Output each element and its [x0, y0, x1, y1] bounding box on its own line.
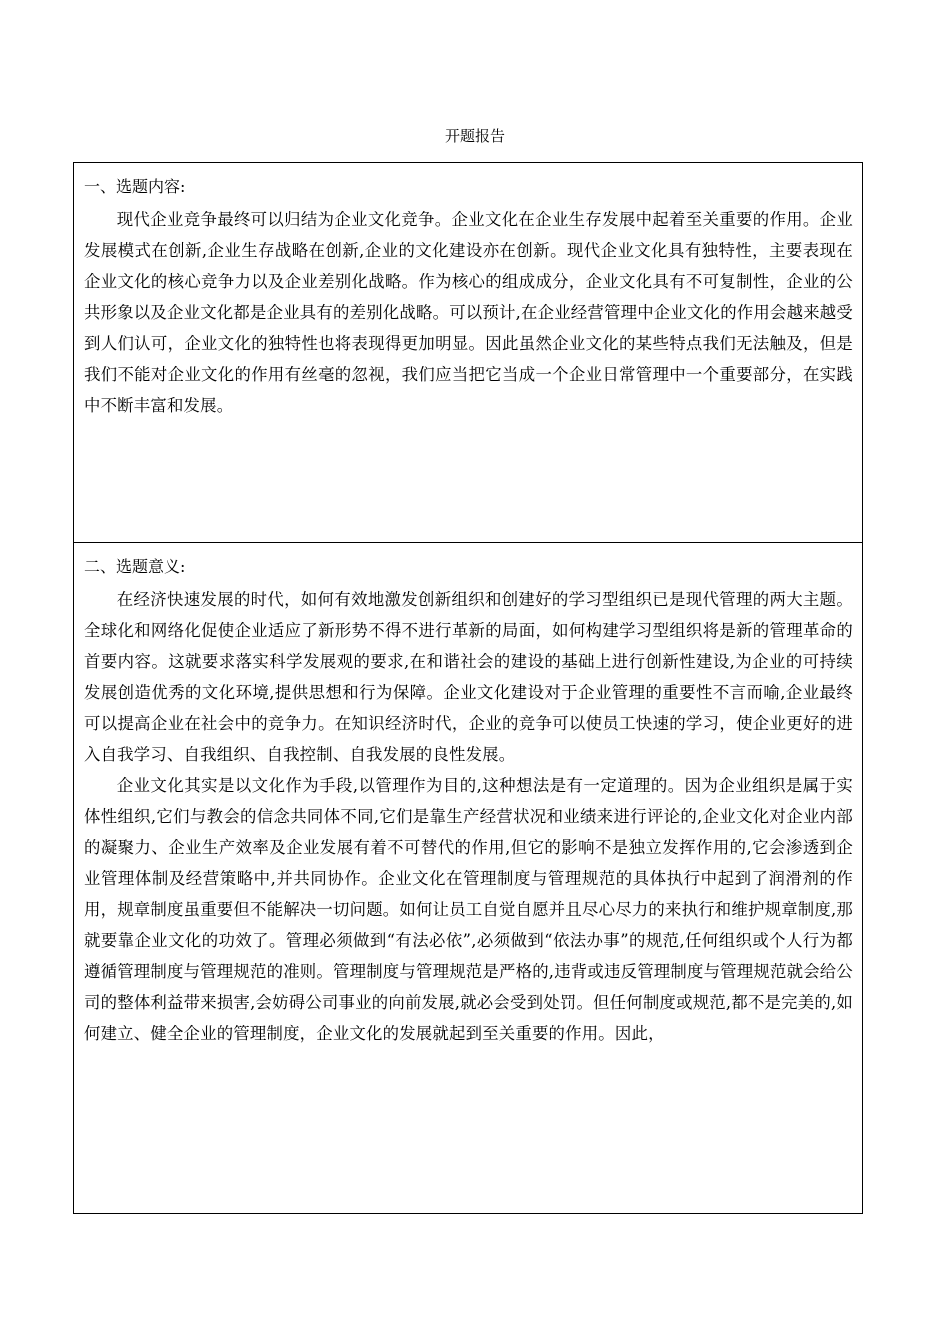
- document-title: 开题报告: [444, 127, 505, 145]
- section-heading: 一、选题内容:: [84, 177, 186, 196]
- paragraph: 现代企业竞争最终可以归结为企业文化竞争。企业文化在企业生存发展中起着至关重要的作用。企业发展模式在创新,企业生存战略在创新,企业的文化建设亦在创新。现代企业文化具有独特性，主要表现在企业文化的核心竞争力以及企业差别化战略。作为核心的组成成分，企业文化具有不可复制性，企业的公共形象以及企业文化都是企业具有的差别化战略。可以预计,在企业经营管理中企业文化的作用会越来越受到人们认可，企业文化的独特性也将表现得更加明显。因此虽然企业文化的某些特点我们无法触及，但是我们不能对企业文化的作用有丝毫的忽视，我们应当把它当成一个企业日常管理中一个重要部分，在实践中不断丰富和发展。: [84, 210, 853, 415]
- section-topic-significance: [74, 543, 862, 1213]
- section-heading: 二、选题意义:: [84, 557, 186, 576]
- paragraph: 企业文化其实是以文化作为手段,以管理作为目的,这种想法是有一定道理的。因为企业组织是属于实体性组织,它们与教会的信念共同体不同,它们是靠生产经营状况和业绩来进行评论的,企业文化对企业内部的凝聚力、企业生产效率及企业发展有着不可替代的作用,但它的影响不是独立发挥作用的,它会渗透到企业管理体制及经营策略中,并共同协作。企业文化在管理制度与管理规范的具体执行中起到了润滑剂的作用，规章制度虽重要但不能解决一切问题。如何让员工自觉自愿并且尽心尽力的来执行和维护规章制度,那就要靠企业文化的功效了。管理必须做到“有法必依”,必须做到“依法办事”的规范,任何组织或个人行为都遵循管理制度与管理规范的准则。管理制度与管理规范是严格的,违背或违反管理制度与管理规范就会给公司的整体利益带来损害,会妨碍公司事业的向前发展,就必会受到处罚。但任何制度或规范,都不是完美的,如何建立、健全企业的管理制度，企业文化的发展就起到至关重要的作用。因此，: [84, 776, 853, 1043]
- section-topic-content: [74, 163, 862, 543]
- paragraph: 在经济快速发展的时代，如何有效地激发创新组织和创建好的学习型组织已是现代管理的两大主题。全球化和网络化促使企业适应了新形势不得不进行革新的局面，如何构建学习型组织将是新的管理革命的首要内容。这就要求落实科学发展观的要求,在和谐社会的建设的基础上进行创新性建设,为企业的可持续发展创造优秀的文化环境,提供思想和行为保障。企业文化建设对于企业管理的重要性不言而喻,企业最终可以提高企业在社会中的竞争力。在知识经济时代，企业的竞争可以使员工快速的学习，使企业更好的进入自我学习、自我组织、自我控制、自我发展的良性发展。: [84, 590, 853, 764]
- report-table: [73, 162, 863, 1214]
